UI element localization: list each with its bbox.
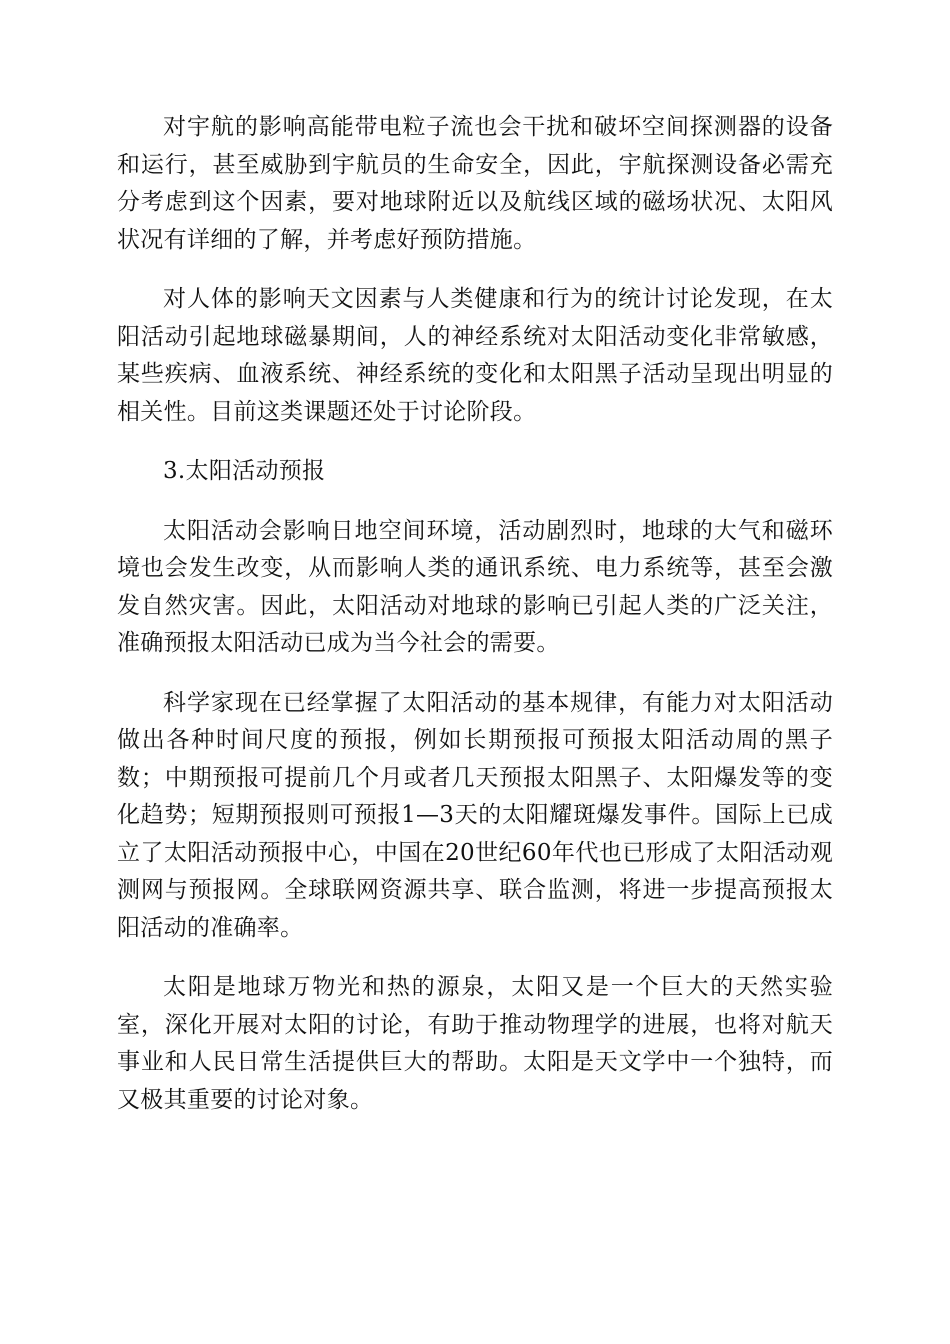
paragraph-conclusion: 太阳是地球万物光和热的源泉，太阳又是一个巨大的天然实验室，深化开展对太阳的讨论，有助于推动物理学的进展，也将对航天事业和人民日常生活提供巨大的帮助。太阳是天文学中一个独特，而又极其重要的讨论对象。 <box>117 974 833 1113</box>
document-body <box>117 109 833 1119</box>
section-heading: 3.太阳活动预报 <box>163 458 326 484</box>
paragraph-space-effects: 对宇航的影响高能带电粒子流也会干扰和破坏空间探测器的设备和运行，甚至威胁到宇航员的生命安全，因此，宇航探测设备必需充分考虑到这个因素，要对地球附近以及航线区域的磁场状况、太阳风状况有详细的了解，并考虑好预防措施。 <box>117 114 833 253</box>
paragraph-human-effects: 对人体的影响天文因素与人类健康和行为的统计讨论发现，在太阳活动引起地球磁暴期间，人的神经系统对太阳活动变化非常敏感，某些疾病、血液系统、神经系统的变化和太阳黑子活动呈现出明显的相关性。目前这类课题还处于讨论阶段。 <box>117 286 833 425</box>
paragraph-forecast-methods: 科学家现在已经掌握了太阳活动的基本规律，有能力对太阳活动做出各种时间尺度的预报，例如长期预报可预报太阳活动周的黑子数；中期预报可提前几个月或者几天预报太阳黑子、太阳爆发等的变化趋势；短期预报则可预报1—3天的太阳耀斑爆发事件。国际上已成立了太阳活动预报中心，中国在20世纪60年代也已形成了太阳活动观测网与预报网。全球联网资源共享、联合监测，将进一步提高预报太阳活动的准确率。 <box>117 689 833 941</box>
paragraph-forecast-need: 太阳活动会影响日地空间环境，活动剧烈时，地球的大气和磁环境也会发生改变，从而影响人类的通讯系统、电力系统等，甚至会激发自然灾害。因此，太阳活动对地球的影响已引起人类的广泛关注，准确预报太阳活动已成为当今社会的需要。 <box>117 517 833 656</box>
